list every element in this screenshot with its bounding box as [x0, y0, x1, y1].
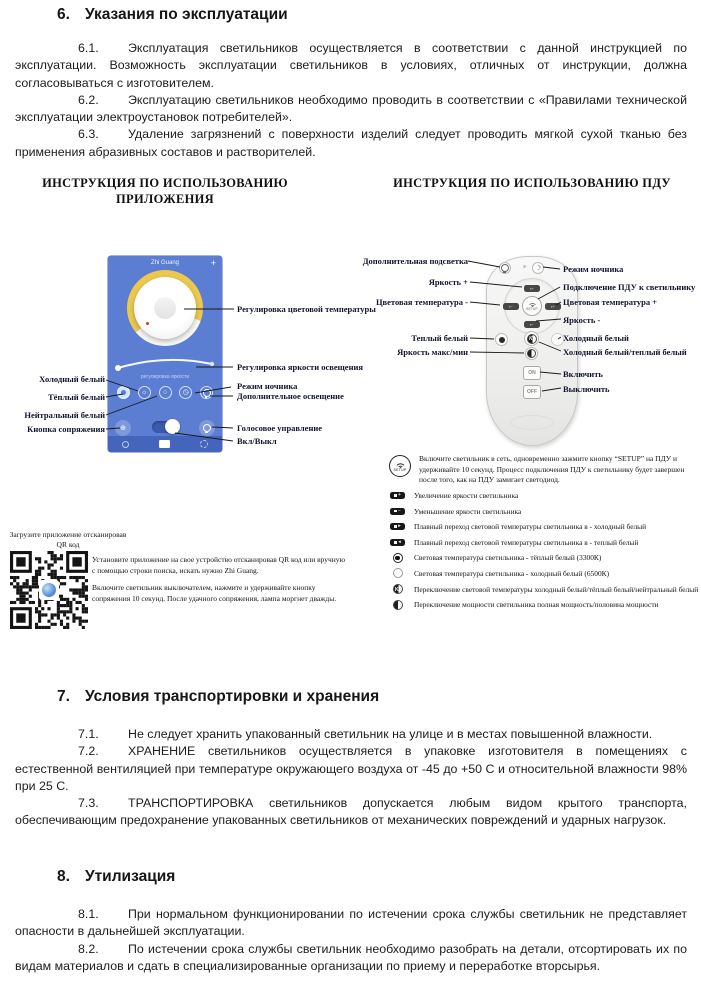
on-off-toggle — [152, 421, 178, 433]
label-voice-control: Голосовое управление — [237, 423, 323, 433]
paragraph-7-3: 7.3. ТРАНСПОРТИРОВКА светильников допускается любым видом крытого транспорта, обеспечивающим предохранение упакованных светильников от механических повреждений и ударных нагрузок. — [15, 796, 687, 828]
legend-row: ◂ Плавный переход световой температуры светильника в - теплый белый — [389, 536, 697, 549]
label-brightness-maxmin: Яркость макс/мин — [397, 347, 468, 357]
label-color-temp-minus: Цветовая температура - — [375, 297, 468, 307]
transition-to-cold-icon: ▸ — [389, 523, 406, 530]
app-instruction-title: ИНСТРУКЦИЯ ПО ИСПОЛЬЗОВАНИЮ ПРИЛОЖЕНИЯ — [42, 176, 288, 206]
legend-row: ▸ Плавный переход световой температуры светильника в - холодный белый — [389, 520, 697, 533]
brightness-minus-button: ▪− — [524, 321, 540, 328]
label-cold-warm-switch: Холодный белый/теплый белый — [563, 347, 687, 357]
label-warm-white: Тёплый белый — [48, 392, 105, 402]
label-brightness-adjust: Регулировка яркости освещения — [237, 362, 363, 372]
brightness-decrease-icon: − — [389, 508, 406, 515]
night-mode-button: ☽ — [532, 262, 544, 274]
slider-handle-right — [210, 362, 214, 366]
section-number: 6. — [57, 6, 70, 23]
label-color-temp-plus: Цветовая температура + — [563, 297, 658, 307]
label-turn-on: Включить — [563, 369, 603, 379]
toggle-knob — [165, 419, 180, 434]
paragraph-7-1: 7.1. Не следует хранить упакованный светильник на улице и в местах повышенной влажности. — [78, 727, 653, 741]
brightness-slider — [108, 352, 222, 374]
app-control-row — [108, 417, 222, 437]
cold-white-icon — [389, 568, 406, 578]
qr-pairing-text: Включите светильник выключателем, нажмите и удерживайте кнопку сопряжения 10 секунд. После удачного сопряжения, лампа моргнет дважды. — [92, 583, 337, 603]
remote-dpad — [504, 278, 560, 334]
label-brightness-minus: Яркость - — [563, 315, 601, 325]
app-bottom-nav — [108, 436, 222, 452]
remote-bottom-groove — [510, 415, 554, 430]
label-brightness-plus: Яркость + — [428, 277, 468, 287]
label-cold-white-btn: Холодный белый — [563, 333, 629, 343]
slider-caption: регулировка яркости — [140, 374, 190, 380]
temp-cycle-button — [524, 331, 539, 346]
section-title: Утилизация — [84, 868, 176, 885]
label-neutral-white: Нейтральный белый — [24, 410, 105, 420]
extra-light-icon — [200, 386, 213, 399]
label-pdu-connect: Подключение ПДУ к светильнику — [563, 282, 696, 292]
warm-white-mode-icon — [117, 386, 130, 399]
setup-note-text: Включите светильник в сеть, одновременно зажмите кнопку “SETUP” на ПДУ и удерживайте 10 секунд. Процесс подключения ПДУ к светильнику будет завершен после того, как на ПДУ замигает светодиод. — [419, 454, 685, 485]
qr-install-text: Установите приложение на свое устройство отсканировав QR код или вручную с помощью строки поиска, искать нужно Zhi Guang. — [92, 555, 346, 575]
label-night-mode-btn: Режим ночника — [563, 264, 624, 274]
voice-control-button — [199, 420, 215, 436]
nav-settings-icon — [200, 440, 208, 448]
section-title: Указания по эксплуатации — [84, 6, 288, 23]
legend-row: Световая температура светильника - холодный белый (6500К) — [389, 567, 697, 580]
label-turn-off: Выключить — [563, 384, 610, 394]
paragraph-8-2: 8.2. По истечении срока службы светильник необходимо разобрать на детали, отсортировать их по видам материалов и сдать в специализированные организации по приему и переработке вторсырья. — [15, 941, 687, 973]
qr-code — [10, 551, 88, 629]
warm-white-button — [495, 333, 508, 346]
legend-row: + Увеличение яркости светильника — [389, 489, 697, 502]
nav-home-icon — [159, 440, 170, 448]
off-button: OFF — [523, 385, 541, 399]
slider-handle-left — [115, 365, 121, 371]
color-temp-plus-button: ▪+ — [545, 303, 561, 310]
plus-icon: + — [210, 258, 216, 268]
section-7 — [15, 688, 687, 830]
qr-caption: Загрузите приложение отсканировав QR код — [9, 530, 127, 549]
legend-row: Световая температура светильника - тёплый белый (3300К) — [389, 551, 697, 564]
brightness-plus-button: ▪+ — [524, 285, 540, 292]
paragraph-6-2: 6.2. Эксплуатацию светильников необходимо проводить в соответствии с «Правилами технической эксплуатации электроустановок потребителей». — [15, 92, 687, 125]
warm-white-icon — [389, 553, 406, 563]
dial-knob — [134, 277, 196, 339]
pairing-button: ⊕ — [115, 420, 131, 436]
label-pairing-button: Кнопка сопряжения — [27, 424, 105, 434]
dial-center — [154, 297, 176, 319]
qr-instructions — [92, 555, 350, 612]
remote-instruction-title: ИНСТРУКЦИЯ ПО ИСПОЛЬЗОВАНИЮ ПДУ — [393, 176, 671, 190]
app-title: Zhi Guang — [150, 260, 180, 266]
app-screenshot — [108, 256, 222, 452]
section-title: Условия транспортировки и хранения — [84, 688, 380, 705]
paragraph-6-3: 6.3. Удаление загрязнений с поверхности изделий следует проводить мягкой сухой тканью без применения абразивных составов и растворителей. — [15, 127, 687, 159]
white-mode-icon-row — [108, 386, 222, 399]
power-half-button — [525, 347, 538, 360]
label-warm-white-btn: Теплый белый — [411, 333, 468, 343]
setup-button: SETUP — [522, 296, 542, 316]
label-color-temp-adjust: Регулировка цветовой температуры — [237, 304, 376, 314]
extra-backlight-button — [499, 262, 511, 274]
section-7-heading — [57, 688, 687, 706]
section-8-heading — [57, 868, 687, 886]
neutral-white-mode-icon: ○ — [159, 386, 172, 399]
label-extra-light: Дополнительное освещение — [237, 391, 344, 401]
power-switch-icon — [389, 600, 406, 610]
paragraph-6-1: 6.1. Эксплуатация светильников осуществляется в соответствии с данной инструкцией по эксплуатации. Возможность эксплуатации светильников в условиях, отличных от инструкции, должна согласовываться с изготовителем. — [15, 41, 687, 90]
paragraph-8-1: 8.1. При нормальном функционировании по истечении срока службы светильник не представляет опасности в дальнейшей эксплуатации. — [15, 907, 687, 939]
app-logo — [39, 580, 59, 600]
section-6 — [15, 6, 687, 161]
cold-white-mode-icon: ☼ — [138, 386, 151, 399]
section-8 — [15, 868, 687, 975]
section-number: 7. — [57, 688, 70, 705]
temperature-switch-icon — [389, 584, 406, 594]
color-temp-minus-button: ▪− — [503, 303, 519, 310]
label-on-off: Вкл/Выкл — [237, 436, 277, 446]
legend-row: − Уменьшение яркости светильника — [389, 505, 697, 518]
remote-led — [523, 265, 526, 268]
section-6-heading — [57, 6, 687, 24]
transition-to-warm-icon: ◂ — [389, 539, 406, 546]
setup-wifi-icon: SETUP — [389, 455, 411, 477]
dial-indicator-dot — [146, 322, 149, 325]
color-temperature-dial — [127, 270, 203, 346]
legend-row: K Переключение световой температуры холодный белый/тёплый белый/нейтральный белый — [389, 583, 697, 596]
brightness-increase-icon: + — [389, 492, 406, 499]
night-mode-icon: ◷ — [179, 386, 192, 399]
legend-row: Переключение мощности светильника полная мощность/половина мощности — [389, 598, 697, 611]
on-button: ON — [523, 366, 541, 380]
nav-timer-icon — [122, 441, 129, 448]
paragraph-7-2: 7.2. ХРАНЕНИЕ светильников осуществляется в упаковке изготовителя в помещениях с естественной вентиляцией при температуре окружающего воздуха от -45 до +50 С и относительной влажности 98% при 25 С. — [15, 744, 687, 793]
remote-legend — [389, 489, 697, 614]
label-extra-backlight: Дополнительная подсветка — [362, 256, 468, 266]
label-cold-white: Холодный белый — [39, 374, 105, 384]
section-number: 8. — [57, 868, 70, 885]
label-night-mode: Режим ночника — [237, 381, 298, 391]
